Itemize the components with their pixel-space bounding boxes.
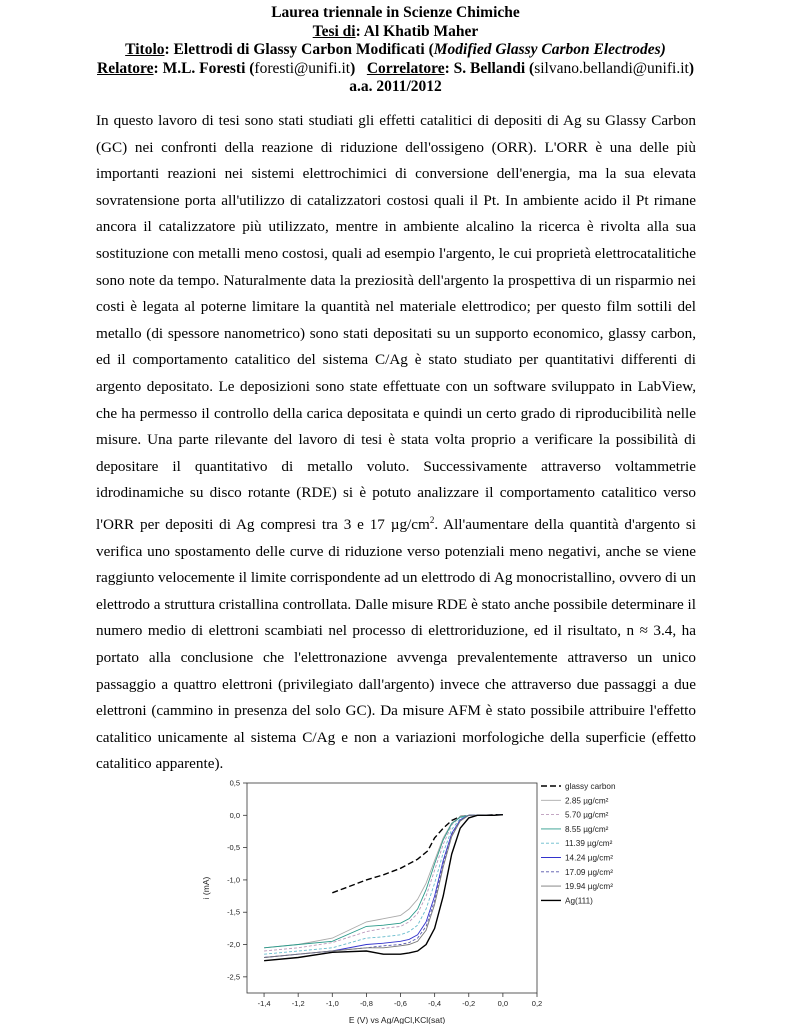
x-tick-label: -0,8 [359, 999, 373, 1008]
correlatore-email: silvano.bellandi@unifi.it [534, 59, 689, 77]
y-tick-label: 0,5 [229, 778, 240, 788]
y-tick-label: -1,0 [227, 875, 240, 885]
legend-label: 14.24 µg/cm² [565, 853, 613, 863]
y-tick-label: -2,5 [227, 972, 240, 982]
title-label: Titolo [125, 41, 165, 58]
series-line [264, 815, 503, 958]
title-line [0, 41, 791, 60]
series-line [264, 815, 503, 958]
x-axis-label: E (V) vs Ag/AgCl,KCl(sat) [348, 1015, 446, 1024]
legend-label: glassy carbon [565, 782, 616, 791]
relatore-close: ) [350, 59, 356, 77]
x-tick-label: -0,2 [462, 999, 476, 1008]
series-line [264, 815, 503, 948]
legend-label: 11.39 µg/cm² [565, 839, 613, 849]
abstract-paragraph [96, 108, 696, 778]
legend-label: 17.09 µg/cm² [565, 867, 613, 877]
series-line [264, 815, 503, 958]
x-tick-label: 0,0 [497, 999, 509, 1008]
correlatore-close: ) [688, 59, 694, 77]
title-text: : Elettrodi di Glassy Carbon Modificati ( [164, 41, 434, 58]
x-tick-label: -0,6 [394, 999, 407, 1008]
author-line [0, 23, 791, 42]
plot-frame [247, 783, 537, 993]
thesis-author: : Al Khatib Maher [355, 22, 479, 40]
relatore-name: : M.L. Foresti ( [153, 59, 255, 77]
series-line [264, 815, 503, 948]
y-tick-label: 0,0 [229, 810, 240, 820]
y-tick-label: -0,5 [227, 843, 240, 853]
x-tick-label: -0,4 [428, 999, 442, 1008]
voltammetry-chart [195, 775, 640, 1024]
legend-label: 19.94 µg/cm² [565, 882, 613, 892]
abstract-superscript: 2 [429, 514, 435, 525]
series-line [264, 815, 503, 961]
thesis-label: Tesi di [312, 22, 356, 40]
relatore-email: foresti@unifi.it [254, 59, 351, 77]
abstract-part-1: In questo lavoro di tesi sono stati studiati gli effetti catalitici di depositi di Ag su Glassy Carbon (GC) nei confronti della reazione di riduzione dell'ossigeno (ORR). L'ORR è una delle più importanti reazioni nei sistemi elettrochimici di conversione dell'energia, ma la sua elevata sovratensione porta all'utilizzo di catalizzatori costosi quali il Pt. In ambiente acido il Pt rimane ancora il catalizzatore più utilizzato, mentre in ambiente alcalino la ricerca è rivolta alla sua sostituzione con metalli meno costosi, quali ad esempio l'argento, le cui proprietà elettrocatalitiche sono note da tempo. Naturalmente data la preziosità dell'argento la prospettiva di un risparmio nei costi è legata al poterne limitare la quantità nel materiale elettrodico; per questo film sottili del metallo (di spessore nanometrico) sono stati depositati su un supporto economico, glassy carbon, ed il comportamento catalitico del sistema C/Ag è stato studiato per quantitativi differenti di argento depositato. Le deposizioni sono state effettuate con un software sviluppato in LabView, che ha permesso il controllo della carica depositata e quindi un certo grado di riproducibilità nelle misure. Una parte rilevante del lavoro di tesi è stata volta proprio a verificare la possibilità di depositare il quantitativo di metallo voluto. Successivamente attraverso voltammetrie idrodinamiche su disco rotante (RDE) si è potuto analizzare il comportamento catalitico verso l'ORR per depositi di Ag compresi tra 3 e 17 µg/cm [96, 112, 696, 533]
correlatore-label: Correlatore [366, 59, 445, 77]
voltammetry-figure [195, 775, 640, 1024]
y-axis-label: i (mA) [201, 876, 211, 900]
y-tick-label: -2,0 [227, 940, 240, 950]
supervisors-line [0, 60, 791, 79]
legend-label: 5.70 µg/cm² [565, 810, 609, 820]
legend-label: 8.55 µg/cm² [565, 824, 609, 834]
x-tick-label: -1,2 [291, 999, 305, 1008]
thesis-header [0, 4, 791, 97]
x-tick-label: -1,4 [257, 999, 271, 1008]
correlatore-name: : S. Bellandi ( [444, 59, 535, 77]
title-english: Modified Glassy Carbon Electrodes) [433, 41, 666, 58]
series-line [264, 815, 503, 951]
x-tick-label: -1,0 [325, 999, 339, 1008]
legend-label: 2.85 µg/cm² [565, 796, 609, 806]
legend-label: Ag(111) [565, 896, 593, 906]
series-line [264, 815, 503, 955]
abstract-part-2: . All'aumentare della quantità d'argento si verifica uno spostamento delle curve di riduzione verso potenziali meno negativi, anche se viene raggiunto velocemente il limite corrispondente ad un elettrodo di Ag monocristallino, ovvero di un elettrodo a struttura cristallina controllata. Dalle misure RDE è stato anche possibile determinare il numero medio di elettroni scambiati nel processo di elettroriduzione, ed il risultato, n ≈ 3.4, ha portato alla conclusione che l'elettronazione avvenga prevalentemente attraverso un unico passaggio a quattro elettroni (privilegiato dall'argento) invece che attraverso due passaggi a due elettroni (cammino in presenza del solo GC). Da misure AFM è stato possibile attribuire l'effetto catalitico unicamente al sistema C/Ag e non a variazioni morfologiche della superficie (effetto catalitico apparente). [96, 515, 696, 773]
academic-year: a.a. 2011/2012 [349, 78, 442, 95]
x-tick-label: 0,2 [531, 999, 543, 1008]
y-tick-label: -1,5 [227, 907, 240, 917]
degree-line: Laurea triennale in Scienze Chimiche [271, 4, 520, 21]
relatore-label: Relatore [97, 59, 154, 77]
series-line [332, 815, 503, 893]
